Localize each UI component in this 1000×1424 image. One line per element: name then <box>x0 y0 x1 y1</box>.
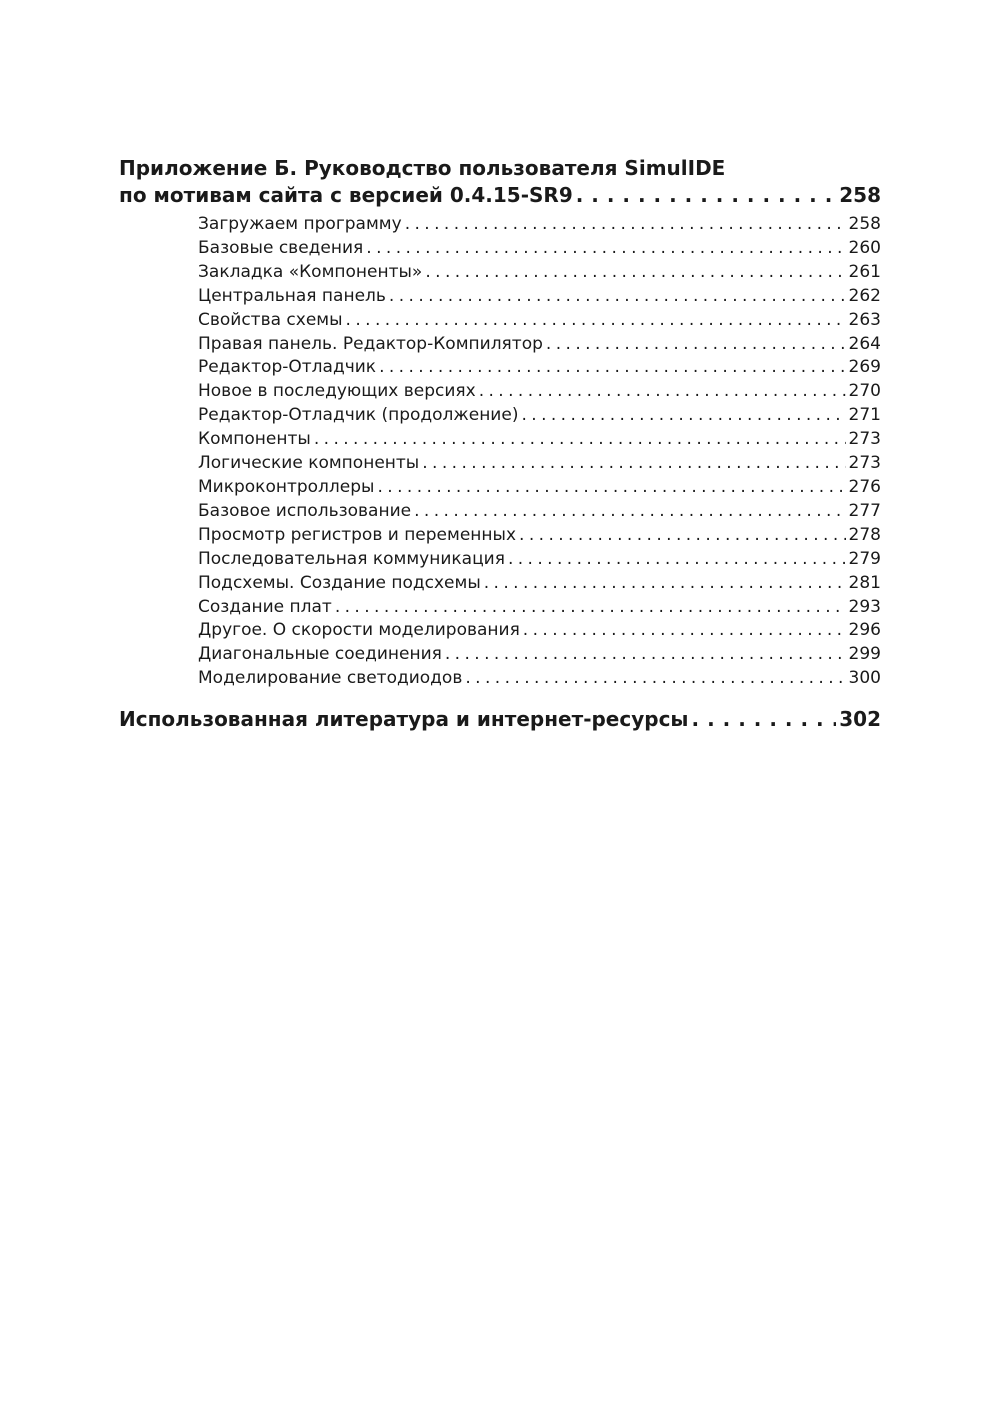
dot-leader <box>692 706 837 733</box>
toc-entry-label: Моделирование светодиодов <box>198 668 463 689</box>
toc-entry-label: Другое. О скорости моделирования <box>198 620 520 641</box>
toc-entry <box>198 428 881 452</box>
toc-entry <box>198 524 881 548</box>
toc-entry-label: Загружаем программу <box>198 214 402 234</box>
toc-entry-page: 264 <box>848 333 881 354</box>
toc-entry-page: 276 <box>848 476 881 497</box>
toc-entry-page: 269 <box>848 357 881 378</box>
dot-leader <box>405 213 846 237</box>
dot-leader <box>546 333 846 357</box>
toc-entry-label: Микроконтроллеры <box>198 476 375 497</box>
dot-leader <box>479 380 846 404</box>
dot-leader <box>414 500 845 524</box>
toc-entry-page: 278 <box>848 524 881 545</box>
table-of-contents <box>119 155 881 733</box>
toc-entry-label: Правая панель. Редактор-Компилятор <box>198 333 543 354</box>
dot-leader <box>335 596 846 620</box>
toc-entry-page: 296 <box>848 620 881 641</box>
toc-entry-label: Новое в последующих версиях <box>198 381 476 402</box>
toc-entry-label: Базовые сведения <box>198 237 364 258</box>
toc-entry <box>198 237 881 261</box>
toc-entry-label: Закладка «Компоненты» <box>198 261 423 282</box>
toc-entry-page: 293 <box>848 596 881 617</box>
toc-entry <box>198 213 881 237</box>
toc-entry <box>198 572 881 596</box>
toc-entry <box>198 261 881 285</box>
toc-entry <box>198 667 881 691</box>
toc-entry-label: Просмотр регистров и переменных <box>198 524 517 545</box>
toc-entry <box>198 452 881 476</box>
toc-entry <box>198 548 881 572</box>
toc-entry-page: 258 <box>848 214 881 234</box>
dot-leader <box>379 356 845 380</box>
toc-entry-label: Компоненты <box>198 429 311 450</box>
dot-leader <box>425 261 845 285</box>
toc-entry-page: 262 <box>848 285 881 306</box>
dot-leader <box>445 643 846 667</box>
dot-leader <box>521 404 845 428</box>
toc-entry-label: Последовательная коммуникация <box>198 548 505 569</box>
appendix-page-number: 258 <box>839 183 881 207</box>
toc-entry <box>198 643 881 667</box>
toc-entry-page: 260 <box>848 237 881 258</box>
dot-leader <box>422 452 845 476</box>
dot-leader <box>484 572 846 596</box>
dot-leader <box>576 182 837 209</box>
references-page-number: 302 <box>839 707 881 732</box>
toc-entry <box>198 596 881 620</box>
dot-leader <box>465 667 845 691</box>
toc-entry <box>198 619 881 643</box>
toc-entry-page: 277 <box>848 500 881 521</box>
toc-entry <box>198 404 881 428</box>
toc-entry <box>198 333 881 357</box>
appendix-title-row <box>119 182 881 209</box>
references-row <box>119 706 881 733</box>
toc-entry-page: 270 <box>848 381 881 402</box>
toc-entry-label: Центральная панель <box>198 285 386 306</box>
appendix-title-line1: Приложение Б. Руководство пользователя SimulIDE <box>119 156 726 180</box>
toc-entry-label: Свойства схемы <box>198 309 343 330</box>
toc-entry-label: Базовое использование <box>198 500 412 521</box>
dot-leader <box>377 476 845 500</box>
dot-leader <box>508 548 846 572</box>
toc-entry-page: 281 <box>848 572 881 593</box>
toc-entry-page: 263 <box>848 309 881 330</box>
toc-entry-label: Редактор-Отладчик (продолжение) <box>198 405 519 426</box>
toc-entry-label: Подсхемы. Создание подсхемы <box>198 572 481 593</box>
toc-entry-page: 299 <box>848 644 881 665</box>
toc-entry-page: 273 <box>848 453 881 474</box>
toc-entry-page: 261 <box>848 261 881 282</box>
toc-entry <box>198 500 881 524</box>
toc-entry-label: Логические компоненты <box>198 453 420 474</box>
dot-leader <box>314 428 846 452</box>
toc-entry-label: Редактор-Отладчик <box>198 357 377 378</box>
appendix-title-line2: по мотивам сайта с версией 0.4.15-SR9 <box>119 183 573 207</box>
dot-leader <box>346 309 846 333</box>
toc-entry-page: 279 <box>848 548 881 569</box>
dot-leader <box>523 619 846 643</box>
toc-entry-page: 271 <box>848 405 881 426</box>
references-label: Использованная литература и интернет-ресурсы <box>119 707 689 732</box>
toc-entry <box>198 285 881 309</box>
toc-entry-page: 273 <box>848 429 881 450</box>
dot-leader <box>366 237 845 261</box>
toc-entry <box>198 309 881 333</box>
toc-entry-page: 300 <box>848 668 881 689</box>
toc-entry-label: Создание плат <box>198 596 332 617</box>
dot-leader <box>389 285 846 309</box>
toc-entry <box>198 380 881 404</box>
appendix-entries <box>198 213 881 691</box>
toc-entry <box>198 476 881 500</box>
toc-entry-label: Диагональные соединения <box>198 644 442 665</box>
dot-leader <box>519 524 846 548</box>
toc-entry <box>198 356 881 380</box>
